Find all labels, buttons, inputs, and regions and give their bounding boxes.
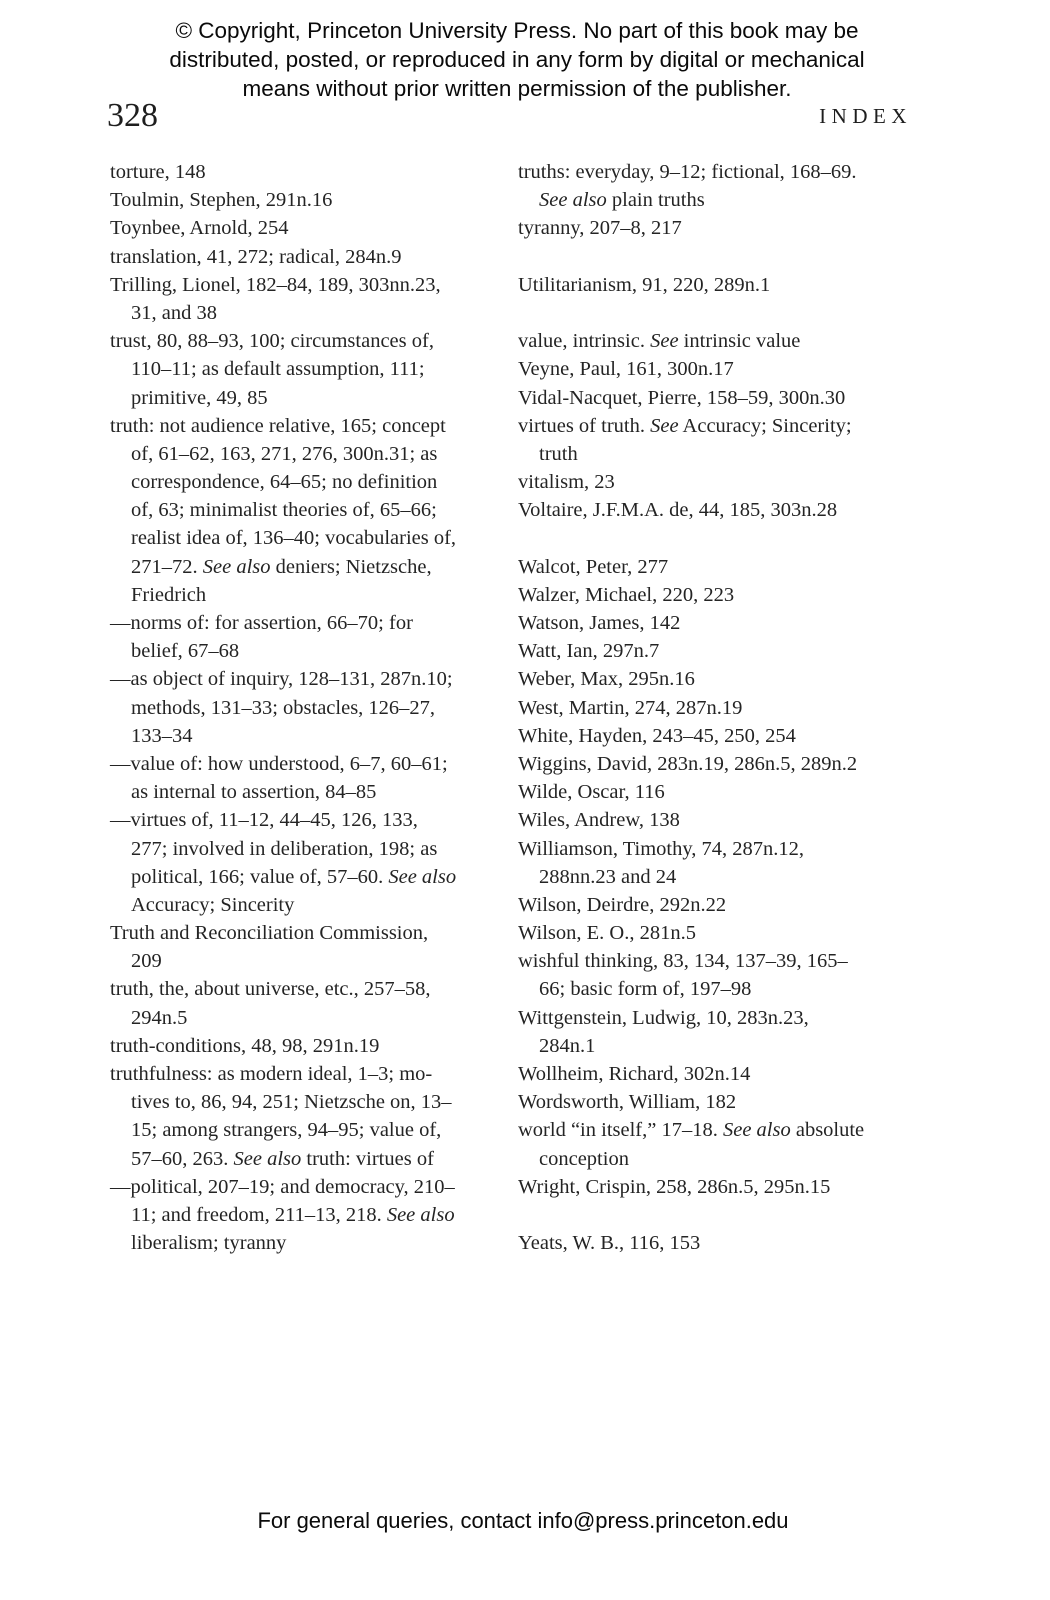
index-blank-line bbox=[518, 1201, 910, 1229]
index-line: methods, 131–33; obstacles, 126–27, bbox=[131, 696, 436, 719]
index-line: truth, the, about universe, etc., 257–58, bbox=[110, 978, 431, 1001]
index-line: tyranny, 207–8, 217 bbox=[518, 217, 682, 240]
index-line: 31, and 38 bbox=[131, 301, 217, 324]
index-line: —value of: how understood, 6–7, 60–61; bbox=[110, 752, 448, 775]
index-line: translation, 41, 272; radical, 284n.9 bbox=[110, 245, 402, 268]
index-line: 271–72. See also deniers; Nietzsche, bbox=[131, 555, 432, 578]
index-line: Wright, Crispin, 258, 286n.5, 295n.15 bbox=[518, 1175, 831, 1198]
index-line: Voltaire, J.F.M.A. de, 44, 185, 303n.28 bbox=[518, 499, 838, 522]
copyright-line-3: means without prior written permission of the publisher. bbox=[242, 76, 792, 101]
index-line: —political, 207–19; and democracy, 210– bbox=[110, 1175, 455, 1198]
index-column-left bbox=[110, 158, 500, 1257]
index-line: truths: everyday, 9–12; fictional, 168–69. bbox=[518, 161, 857, 183]
index-line: —norms of: for assertion, 66–70; for bbox=[110, 612, 413, 634]
index-line: Wollheim, Richard, 302n.14 bbox=[518, 1063, 751, 1085]
index-line: Accuracy; Sincerity bbox=[131, 893, 295, 916]
index-line: 294n.5 bbox=[131, 1006, 188, 1029]
index-line: Walcot, Peter, 277 bbox=[518, 555, 669, 578]
index-blank-line bbox=[518, 299, 910, 327]
index-column-right bbox=[518, 158, 910, 1257]
index-line: Weber, Max, 295n.16 bbox=[518, 668, 695, 691]
index-line: —virtues of, 11–12, 44–45, 126, 133, bbox=[110, 809, 418, 832]
index-line: Watson, James, 142 bbox=[518, 612, 681, 634]
index-line: Yeats, W. B., 116, 153 bbox=[518, 1232, 701, 1255]
index-line: torture, 148 bbox=[110, 161, 206, 183]
index-line: —as object of inquiry, 128–131, 287n.10; bbox=[110, 668, 453, 691]
index-line: wishful thinking, 83, 134, 137–39, 165– bbox=[518, 950, 848, 973]
index-line: Toulmin, Stephen, 291n.16 bbox=[110, 189, 333, 212]
index-line: vitalism, 23 bbox=[518, 471, 615, 494]
index-line: 11; and freedom, 211–13, 218. See also bbox=[131, 1203, 455, 1226]
copyright-line-2: distributed, posted, or reproduced in any form by digital or mechanical bbox=[169, 47, 865, 72]
index-line: 66; basic form of, 197–98 bbox=[539, 978, 752, 1001]
index-line: Friedrich bbox=[131, 583, 207, 606]
index-line: 288nn.23 and 24 bbox=[539, 865, 677, 888]
index-line: Utilitarianism, 91, 220, 289n.1 bbox=[518, 273, 771, 296]
index-line: political, 166; value of, 57–60. See also bbox=[131, 865, 457, 888]
index-line: 284n.1 bbox=[539, 1034, 596, 1057]
copyright-line-1: © Copyright, Princeton University Press. No part of this book may be bbox=[175, 18, 859, 43]
index-line: West, Martin, 274, 287n.19 bbox=[518, 696, 743, 719]
page-number: 328 bbox=[107, 97, 158, 134]
index-line: Toynbee, Arnold, 254 bbox=[110, 217, 289, 240]
index-line: 15; among strangers, 94–95; value of, bbox=[131, 1119, 442, 1142]
index-line: world “in itself,” 17–18. See also absolute bbox=[518, 1119, 865, 1142]
index-line: correspondence, 64–65; no definition bbox=[131, 471, 438, 494]
index-line: Vidal-Nacquet, Pierre, 158–59, 300n.30 bbox=[518, 386, 846, 409]
copyright-notice bbox=[0, 16, 1034, 103]
index-line: Trilling, Lionel, 182–84, 189, 303nn.23, bbox=[110, 273, 441, 296]
index-line: Wordsworth, William, 182 bbox=[518, 1091, 737, 1114]
index-line: Wiggins, David, 283n.19, 286n.5, 289n.2 bbox=[518, 752, 858, 775]
index-blank-line bbox=[518, 243, 910, 271]
index-line: as internal to assertion, 84–85 bbox=[131, 781, 377, 804]
index-line: Wilde, Oscar, 116 bbox=[518, 781, 665, 804]
index-line: of, 63; minimalist theories of, 65–66; bbox=[131, 499, 437, 522]
index-line: 57–60, 263. See also truth: virtues of bbox=[131, 1147, 434, 1170]
index-line: Veyne, Paul, 161, 300n.17 bbox=[518, 358, 734, 381]
index-line: trust, 80, 88–93, 100; circumstances of, bbox=[110, 330, 434, 353]
index-line: Walzer, Michael, 220, 223 bbox=[518, 583, 735, 606]
index-line: Watt, Ian, 297n.7 bbox=[518, 640, 660, 663]
index-line: value, intrinsic. See intrinsic value bbox=[518, 330, 801, 353]
index-line: conception bbox=[539, 1147, 629, 1170]
index-line: Truth and Reconciliation Commission, bbox=[110, 922, 429, 945]
index-line: Wiles, Andrew, 138 bbox=[518, 809, 680, 832]
index-line: 133–34 bbox=[131, 724, 193, 747]
index-line: Wilson, E. O., 281n.5 bbox=[518, 922, 696, 945]
index-line: Wittgenstein, Ludwig, 10, 283n.23, bbox=[518, 1006, 809, 1029]
index-line: truthfulness: as modern ideal, 1–3; mo- bbox=[110, 1063, 433, 1085]
index-line: Williamson, Timothy, 74, 287n.12, bbox=[518, 837, 805, 860]
index-line: truth: not audience relative, 165; concept bbox=[110, 414, 446, 437]
index-line: See also plain truths bbox=[539, 189, 705, 212]
index-line: virtues of truth. See Accuracy; Sincerity; bbox=[518, 414, 852, 437]
index-line: realist idea of, 136–40; vocabularies of, bbox=[131, 527, 457, 550]
index-body bbox=[110, 158, 910, 1257]
index-line: belief, 67–68 bbox=[131, 640, 240, 663]
index-line: 277; involved in deliberation, 198; as bbox=[131, 837, 438, 860]
footer-contact-line: For general queries, contact info@press.princeton.edu bbox=[257, 1508, 789, 1533]
index-line: truth-conditions, 48, 98, 291n.19 bbox=[110, 1034, 380, 1057]
running-head-index: INDEX bbox=[819, 104, 912, 128]
index-line: primitive, 49, 85 bbox=[131, 386, 268, 409]
index-line: of, 61–62, 163, 271, 276, 300n.31; as bbox=[131, 442, 438, 465]
index-line: Wilson, Deirdre, 292n.22 bbox=[518, 893, 727, 916]
index-blank-line bbox=[518, 524, 910, 552]
index-line: 110–11; as default assumption, 111; bbox=[131, 358, 425, 381]
index-line: tives to, 86, 94, 251; Nietzsche on, 13– bbox=[131, 1091, 452, 1114]
index-line: liberalism; tyranny bbox=[131, 1232, 287, 1255]
index-line: White, Hayden, 243–45, 250, 254 bbox=[518, 724, 796, 747]
index-line: truth bbox=[539, 442, 578, 465]
index-line: 209 bbox=[131, 950, 162, 973]
